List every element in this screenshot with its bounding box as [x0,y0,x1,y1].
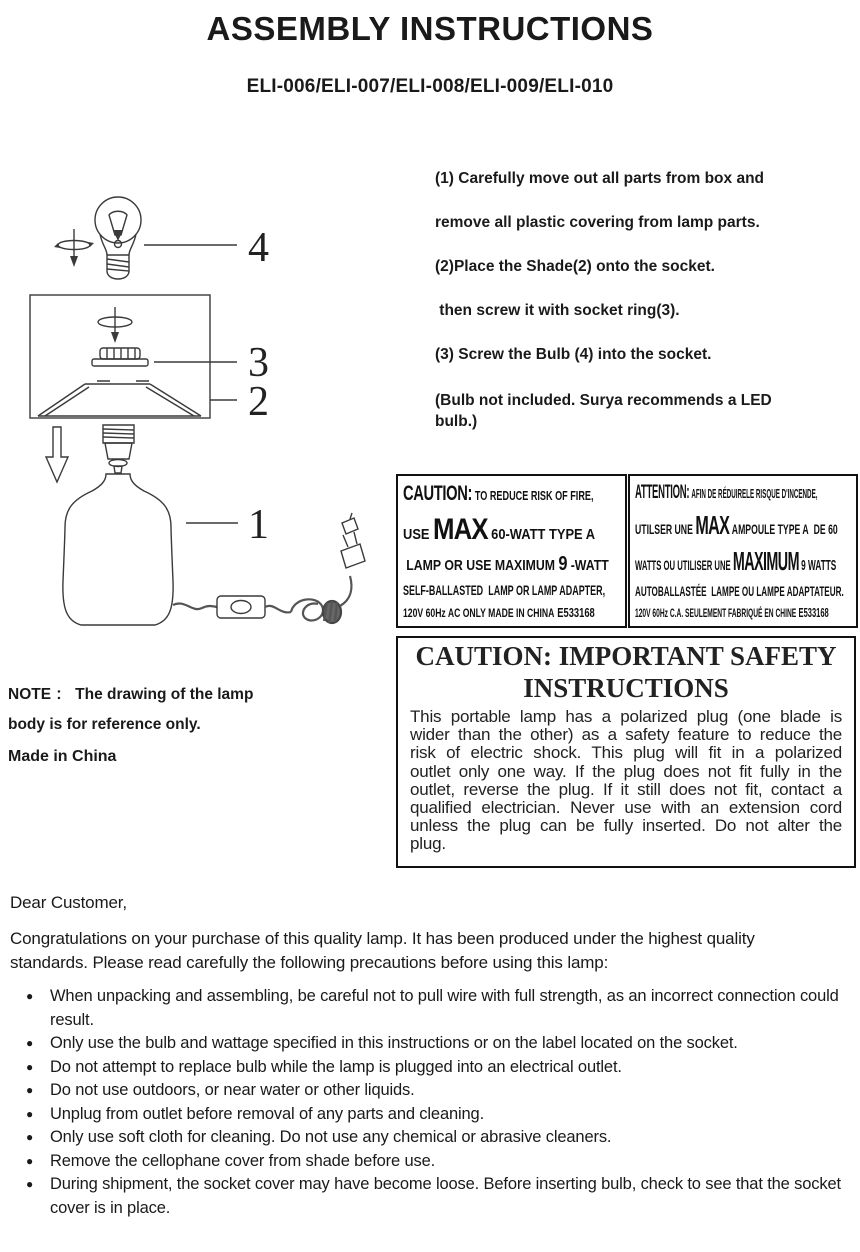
max-text: MAX [694,509,729,540]
shade-drawing [30,295,210,418]
light-bulb-icon [95,197,141,279]
made-in-china: Made in China [8,748,117,765]
safety-body-text: This portable lamp has a polarized plug (one blade is wider than the other) as a safety feature to reduce the risk of electric shock. This plug will fit in a polarized outlet only one way. If the plug does not fit fully in the outlet, reverse the plug. If it still does not fit, contact a qualified electrician. Never use with an extension cord unless the plug can be fully inserted. Do not alter the plug. [410,707,842,854]
step-line: (1) Carefully move out all parts from box and [435,170,765,187]
part-label-1: 1 [248,502,269,548]
screw-rotation-icon [54,229,94,267]
step-line: remove all plastic covering from lamp parts. [435,214,760,231]
list-item: ● Remove the cellophane cover from shade before use. [10,1150,850,1174]
salutation: Dear Customer, [10,893,127,912]
note-line2: body is for reference only. [8,716,201,733]
cord-coil-drawing [265,576,351,623]
caution-label-french: ATTENTION: AFIN DE RÉDUIRELE RISQUE D'INCENDE, UTILSER UNE MAX AMPOULE TYPE A DE 60 WATTS OU UTILISER UNE MAXIMUM 9 WATTS AUTOBALLASTÉE LAMPE OU LAMPE ADAPTATEUR. 120V 60Hz C.A. SEULEMENT FABRIQUÉ EN CHINE E533168 [628,474,859,628]
safety-heading-line1: CAUTION: IMPORTANT SAFETY [415,641,837,671]
inline-switch-icon [217,596,265,618]
power-cord-drawing [173,603,217,609]
lamp-socket-drawing [103,425,134,473]
down-arrow-icon [46,427,68,482]
bullet-icon: ● [26,989,34,1003]
model-numbers: ELI-006/ELI-007/ELI-008/ELI-009/ELI-010 [246,76,614,97]
page-title: ASSEMBLY INSTRUCTIONS [206,10,654,47]
bullet-icon: ● [26,1059,34,1074]
part-label-3: 3 [248,340,269,386]
lamp-assembly-diagram [10,185,380,650]
safety-instructions-box [396,636,856,868]
bulb-note: (Bulb not included. Surya recommends a LED bulb.) [435,392,772,430]
list-item: ● Do not attempt to replace bulb while the lamp is plugged into an electrical outlet. [10,1056,850,1080]
ul-number: E533168 [557,604,595,620]
attention-word: ATTENTION: [634,481,689,503]
list-item: ● Unplug from outlet before removal of any parts and cleaning. [10,1103,850,1127]
bullet-icon: ● [26,1130,34,1144]
maximum-text: MAXIMUM [732,546,799,577]
letter-intro: Congratulations on your purchase of this quality lamp. It has been produced under the highest quality standards. Please read carefully the following precautions before using this lamp: [10,929,755,972]
bullet-icon: ● [26,1083,34,1097]
bullet-icon: ● [26,1177,34,1191]
list-item: ● Only use soft cloth for cleaning. Do not use any chemical or abrasive cleaners. [10,1126,850,1150]
plug-icon [341,513,365,568]
safety-heading-line2: INSTRUCTIONS [523,673,729,703]
step-line: (2)Place the Shade(2) onto the socket. [435,258,715,275]
step-line: then screw it with socket ring(3). [435,302,680,319]
caution-label-english: CAUTION: TO REDUCE RISK OF FIRE, USE MAX 60-WATT TYPE A LAMP OR USE MAXIMUM 9 -WATT SELF-BALLASTED LAMP OR LAMP ADAPTER, 120V 60Hz AC ONLY MADE IN CHINA E533168 [396,474,627,628]
list-item: ● Do not use outdoors, or near water or other liquids. [10,1079,850,1103]
list-item: ● During shipment, the socket cover may have become loose. Before inserting bulb, check to see that the socket cover is in place. [26,1175,841,1217]
list-item: ● When unpacking and assembling, be careful not to pull wire with full strength, as an incorrect connection could result. [26,987,839,1029]
caution-rating-labels [396,474,858,628]
part-label-2: 2 [248,379,269,425]
list-item: ● Only use the bulb and wattage specified in this instructions or on the label located on the socket. [10,1032,850,1056]
bullet-icon: ● [26,1106,34,1121]
ul-number: E533168 [798,605,829,621]
assembly-steps [435,170,835,459]
part-label-4: 4 [248,225,269,271]
precautions-list [10,985,850,1220]
lamp-body-drawing [63,474,173,625]
socket-ring-drawing [92,348,148,366]
bullet-icon: ● [26,1153,34,1168]
max-text: MAX [432,512,488,546]
reference-note [8,680,308,740]
bullet-icon: ● [26,1036,34,1050]
step-line: (3) Screw the Bulb (4) into the socket. [435,346,712,363]
note-line1: NOTE ： The drawing of the lamp [8,686,254,703]
customer-letter [10,893,850,1220]
caution-word: CAUTION: [403,482,473,506]
